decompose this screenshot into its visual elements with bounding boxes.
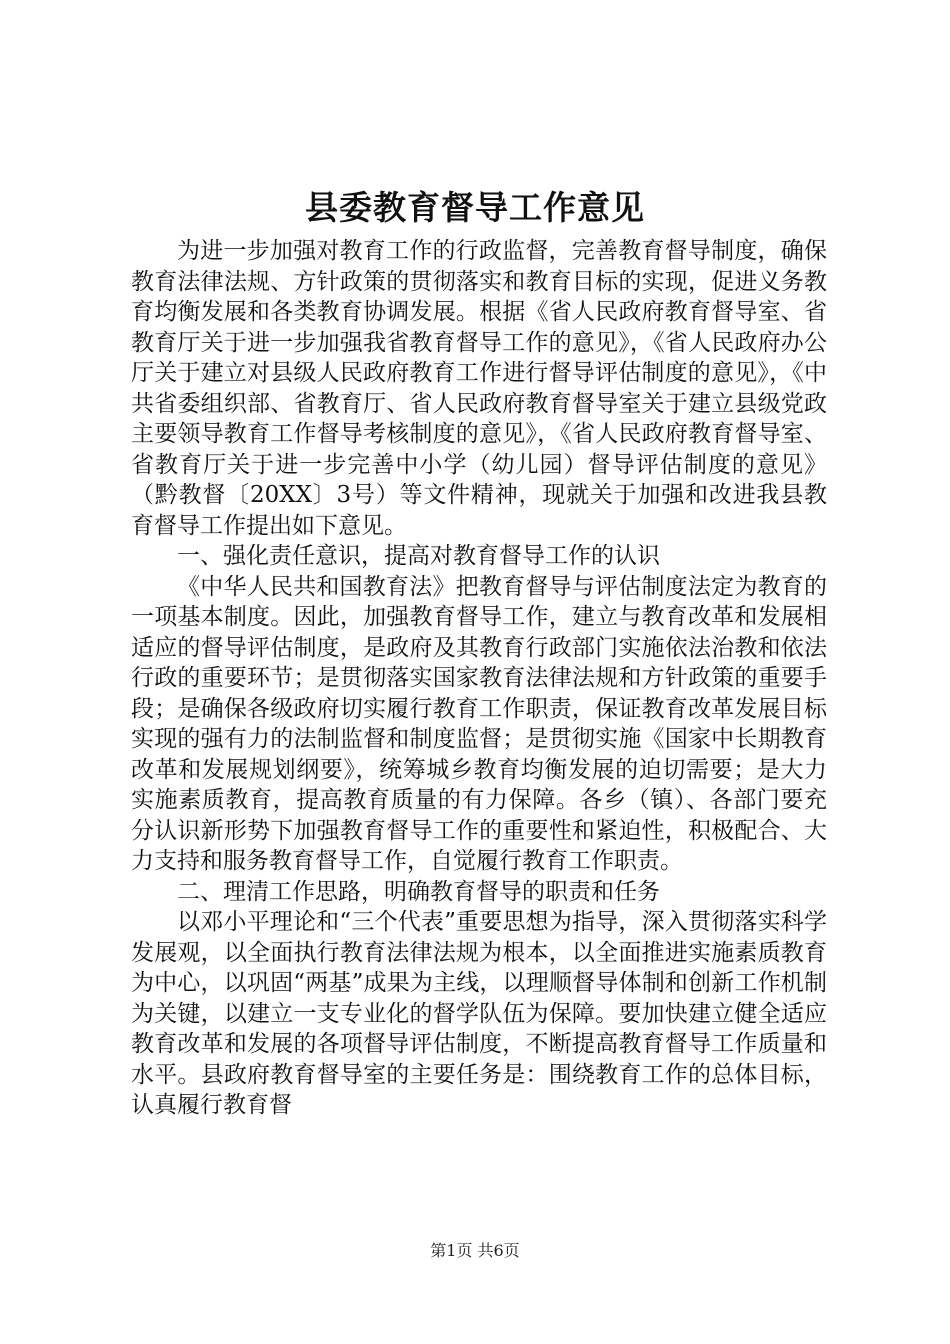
section-2-paragraph: 以邓小平理论和“三个代表”重要思想为指导，深入贯彻落实科学发展观，以全面执行教育法律法规为根本，以全面推进实施素质教育为中心，以巩固“两基”成果为主线，以理顺督导体制和创新工作机制为关键，以建立一支专业化的督学队伍为保障。要加快建立健全适应教育改革和发展的各项督导评估制度，不断提高教育督导工作质量和水平。县政府教育督导室的主要任务是：围绕教育工作的总体目标，认真履行教育督: [131, 909, 827, 1118]
section-1-paragraph: 《中华人民共和国教育法》把教育督导与评估制度法定为教育的一项基本制度。因此，加强教育督导工作，建立与教育改革和发展相适应的督导评估制度，是政府及其教育行政部门实施依法治教和依法行政的重要环节；是贯彻落实国家教育法律法规和方针政策的重要手段；是确保各级政府切实履行教育工作职责，保证教育改革发展目标实现的强有力的法制监督和制度监督；是贯彻实施《国家中长期教育改革和发展规划纲要》，统筹城乡教育均衡发展的迫切需要；是大力实施素质教育，提高教育质量的有力保障。各乡（镇）、各部门要充分认识新形势下加强教育督导工作的重要性和紧迫性，积极配合、大力支持和服务教育督导工作，自觉履行教育工作职责。: [131, 573, 827, 874]
intro-paragraph: 为进一步加强对教育工作的行政监督，完善教育督导制度，确保教育法律法规、方针政策的贯彻落实和教育目标的实现，促进义务教育均衡发展和各类教育协调发展。根据《省人民政府教育督导室、省教育厅关于进一步加强我省教育督导工作的意见》，《省人民政府办公厅关于建立对县级人民政府教育工作进行督导评估制度的意见》，《中共省委组织部、省教育厅、省人民政府教育督导室关于建立县级党政主要领导教育工作督导考核制度的意见》，《省人民政府教育督导室、省教育厅关于进一步完善中小学（幼儿园）督导评估制度的意见》（黔教督〔20XX〕3号）等文件精神，现就关于加强和改进我县教育督导工作提出如下意见。: [131, 238, 827, 539]
section-1-heading: 一、强化责任意识，提高对教育督导工作的认识: [177, 543, 660, 569]
document-body: [131, 236, 827, 1121]
document-title: 县委教育督导工作意见: [305, 188, 645, 227]
section-2-heading: 二、理清工作思路，明确教育督导的职责和任务: [177, 878, 660, 905]
page-footer: 第1页 共6页: [430, 1241, 520, 1260]
